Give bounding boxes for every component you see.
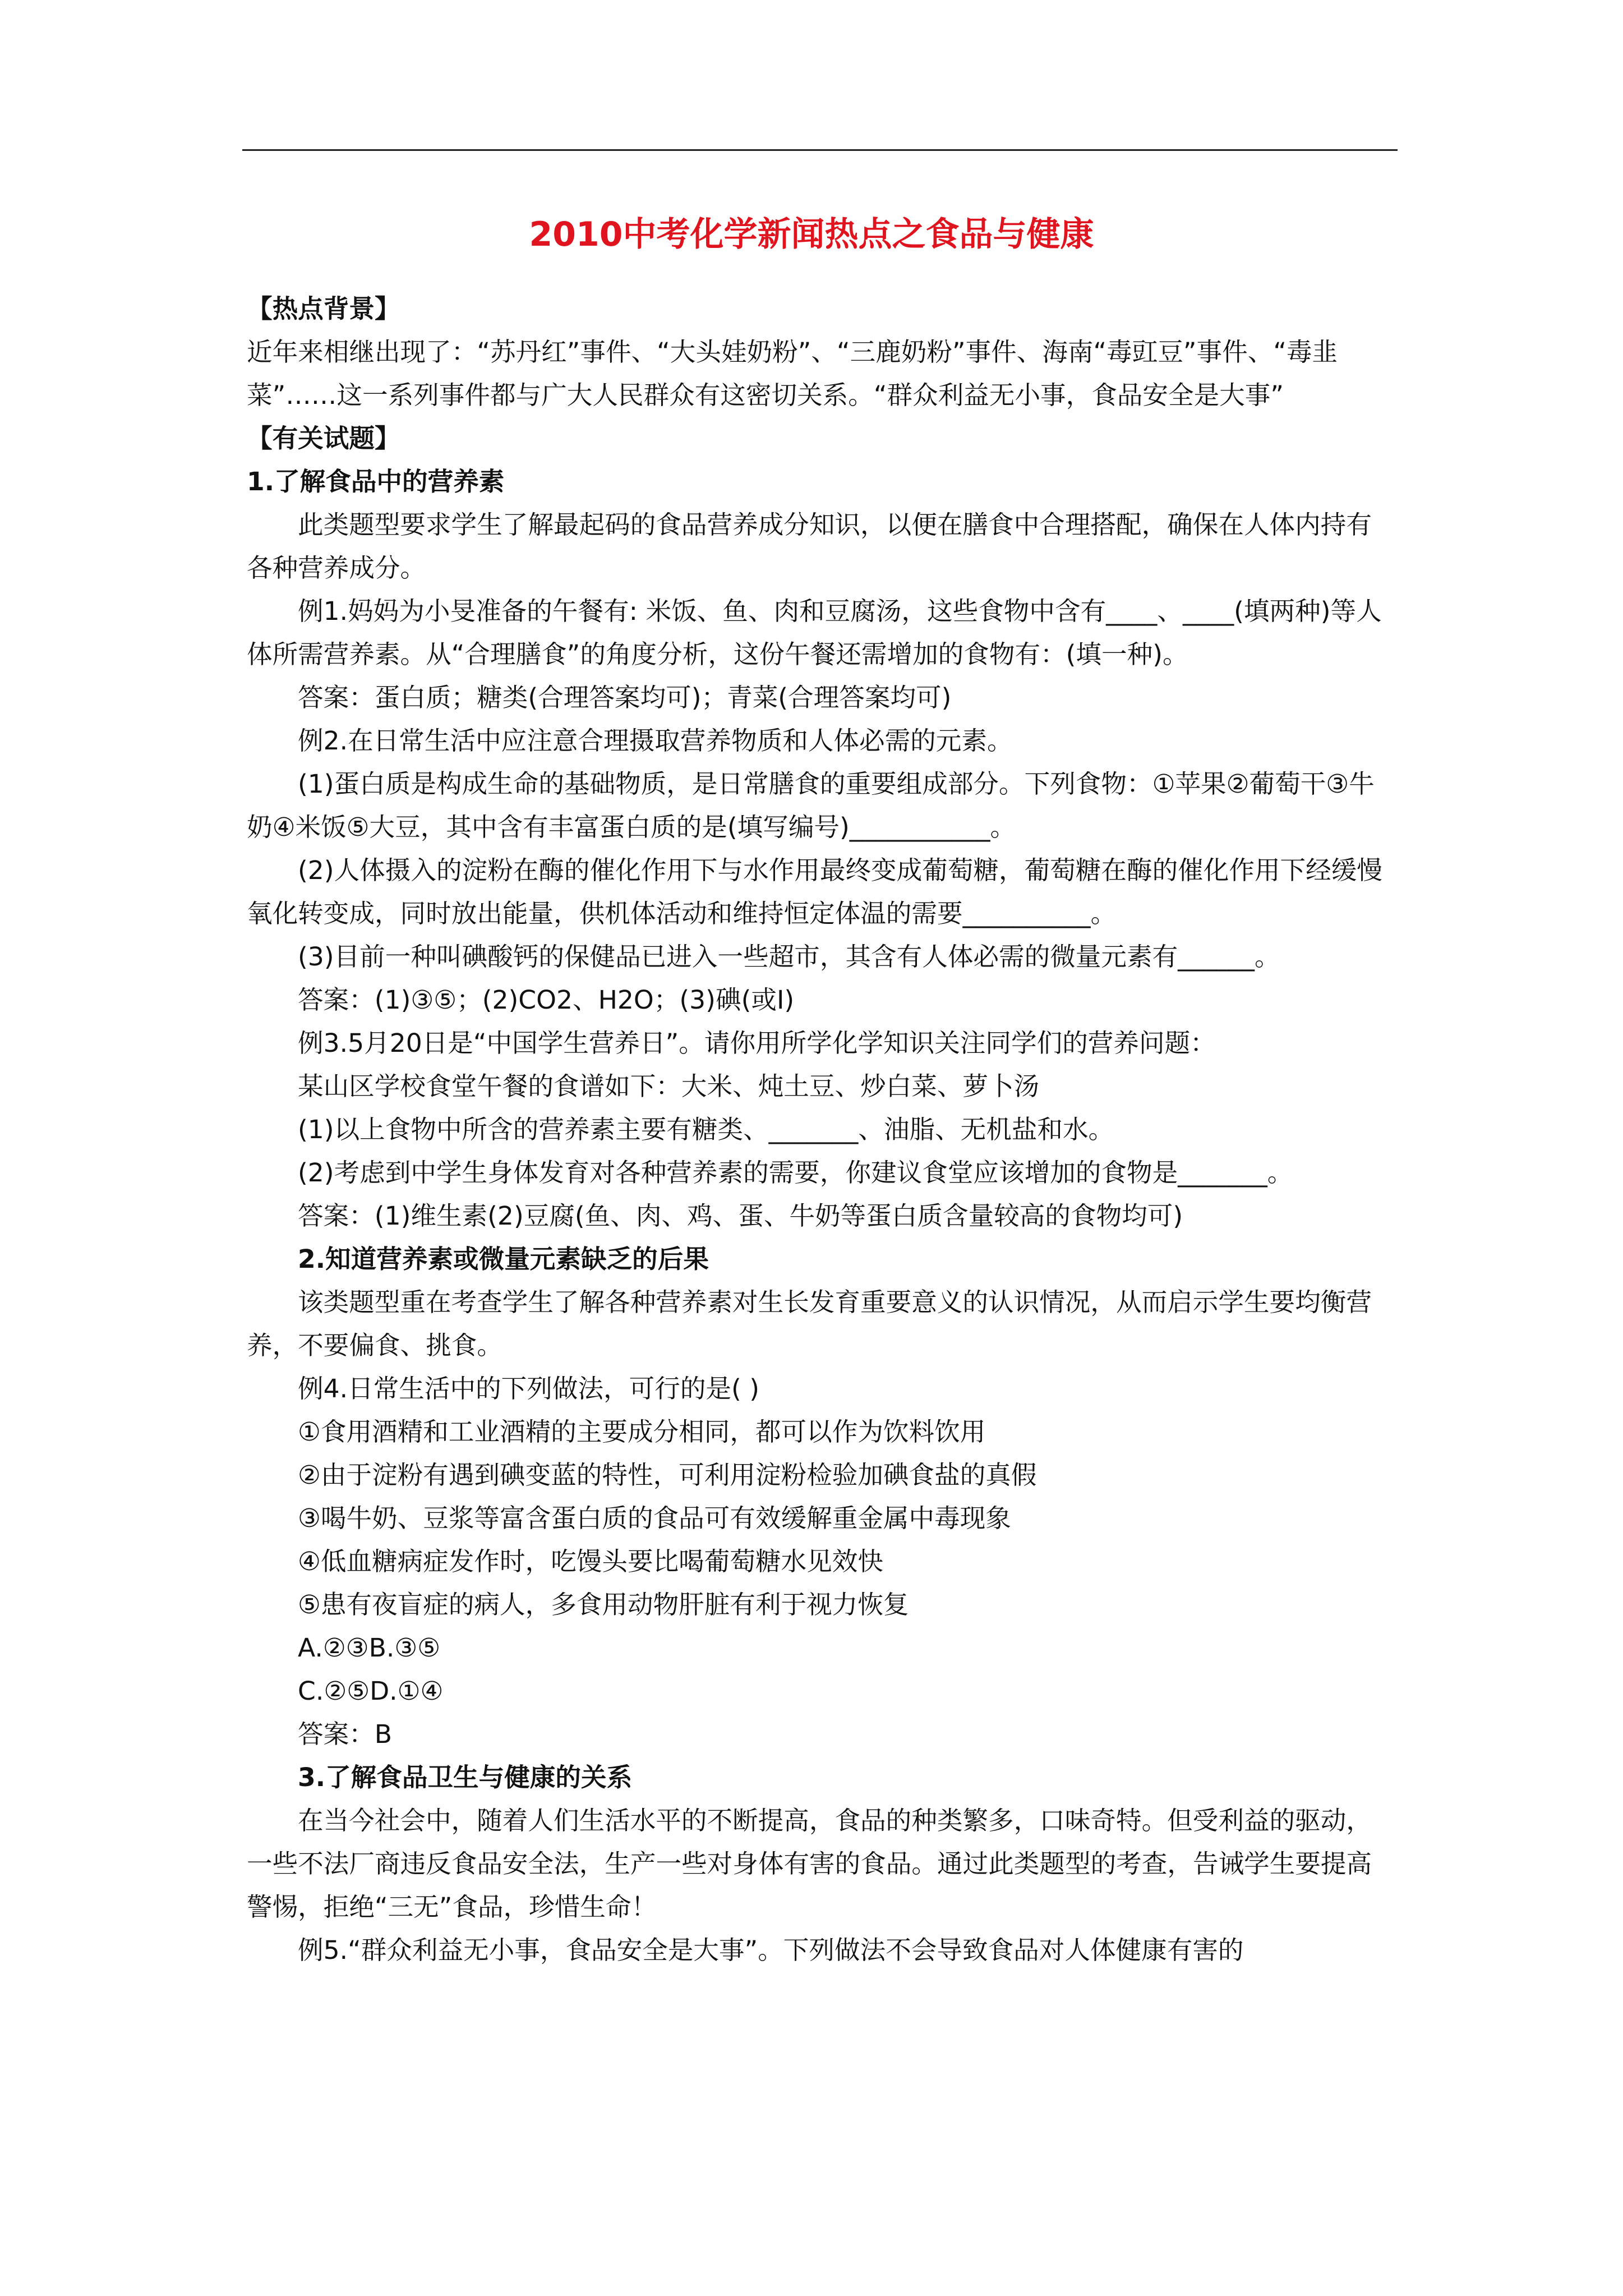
header-rule [242, 149, 1398, 151]
example-2-answer: 答案：(1)③⑤；(2)CO2、H2O；(3)碘(或I) [298, 985, 795, 1015]
example-4-item-2: ②由于淀粉有遇到碘变蓝的特性，可利用淀粉检验加碘食盐的真假 [298, 1460, 1037, 1490]
example-1-question: 例1.妈妈为小旻准备的午餐有: 米饭、鱼、肉和豆腐汤，这些食物中含有____、____(填两种)等人体所需营养素。从“合理膳食”的角度分析，这份午餐还需增加的食物有：(填一种)。 [247, 596, 1382, 669]
document-title: 2010中考化学新闻热点之食品与健康 [529, 215, 1094, 254]
section-heading-background: 【热点背景】 [247, 294, 400, 324]
subsection-heading-3: 3.了解食品卫生与健康的关系 [298, 1763, 633, 1792]
example-2-part-2: (2)人体摄入的淀粉在酶的催化作用下与水作用最终变成葡萄糖，葡萄糖在酶的催化作用下经缓慢氧化转变成，同时放出能量，供机体活动和维持恒定体温的需要__________。 [247, 855, 1382, 928]
example-3-part-1: (1)以上食物中所含的营养素主要有糖类、_______、油脂、无机盐和水。 [298, 1115, 1114, 1144]
example-1-answer: 答案：蛋白质；糖类(合理答案均可)；青菜(合理答案均可) [298, 683, 952, 712]
example-4-item-3: ③喝牛奶、豆浆等富含蛋白质的食品可有效缓解重金属中毒现象 [298, 1503, 1011, 1533]
subsection-intro-3: 在当今社会中，随着人们生活水平的不断提高，食品的种类繁多，口味奇特。但受利益的驱动，一些不法厂商违反食品安全法，生产一些对身体有害的食品。通过此类题型的考查，告诫学生要提高警惕，拒绝“三无”食品，珍惜生命！ [247, 1806, 1372, 1922]
example-4-options-ab: A.②③B.③⑤ [298, 1633, 441, 1663]
background-paragraph: 近年来相继出现了：“苏丹红”事件、“大头娃奶粉”、“三鹿奶粉”事件、海南“毒豇豆”事件、“毒韭菜”……这一系列事件都与广大人民群众有这密切关系。“群众利益无小事，食品安全是大事” [247, 337, 1338, 410]
example-4-answer: 答案：B [298, 1719, 393, 1749]
example-4-options-cd: C.②⑤D.①④ [298, 1676, 444, 1706]
example-3-menu: 某山区学校食堂午餐的食谱如下：大米、炖土豆、炒白菜、萝卜汤 [298, 1071, 1040, 1101]
example-2-part-3: (3)目前一种叫碘酸钙的保健品已进入一些超市，其含有人体必需的微量元素有______。 [298, 942, 1280, 972]
example-4-item-4: ④低血糖病症发作时，吃馒头要比喝葡萄糖水见效快 [298, 1547, 883, 1576]
example-4-question: 例4.日常生活中的下列做法，可行的是( ) [298, 1374, 760, 1404]
example-4-item-1: ①食用酒精和工业酒精的主要成分相同，都可以作为饮料饮用 [298, 1417, 986, 1447]
example-3-part-2: (2)考虑到中学生身体发育对各种营养素的需要，你建议食堂应该增加的食物是_______。 [298, 1158, 1293, 1188]
subsection-intro-1: 此类题型要求学生了解最起码的食品营养成分知识，以便在膳食中合理搭配，确保在人体内持有各种营养成分。 [247, 510, 1372, 583]
subsection-heading-1: 1.了解食品中的营养素 [247, 467, 505, 496]
subsection-intro-2: 该类题型重在考查学生了解各种营养素对生长发育重要意义的认识情况，从而启示学生要均衡营养，不要偏食、挑食。 [247, 1287, 1372, 1360]
example-4-item-5: ⑤患有夜盲症的病人，多食用动物肝脏有利于视力恢复 [298, 1590, 909, 1619]
section-heading-questions: 【有关试题】 [247, 424, 400, 453]
example-2-part-1: (1)蛋白质是构成生命的基础物质，是日常膳食的重要组成部分。下列食物：①苹果②葡萄干③牛奶④米饭⑤大豆，其中含有丰富蛋白质的是(填写编号)___________。 [247, 769, 1375, 842]
document-body [247, 287, 1391, 1972]
example-3-question: 例3.5月20日是“中国学生营养日”。请你用所学化学知识关注同学们的营养问题： [298, 1028, 1216, 1058]
subsection-heading-2: 2.知道营养素或微量元素缺乏的后果 [298, 1244, 709, 1274]
example-3-answer: 答案：(1)维生素(2)豆腐(鱼、肉、鸡、蛋、牛奶等蛋白质含量较高的食物均可) [298, 1201, 1183, 1231]
example-5-question: 例5.“群众利益无小事，食品安全是大事”。下列做法不会导致食品对人体健康有害的 [298, 1935, 1244, 1965]
example-2-question: 例2.在日常生活中应注意合理摄取营养物质和人体必需的元素。 [298, 726, 1013, 756]
